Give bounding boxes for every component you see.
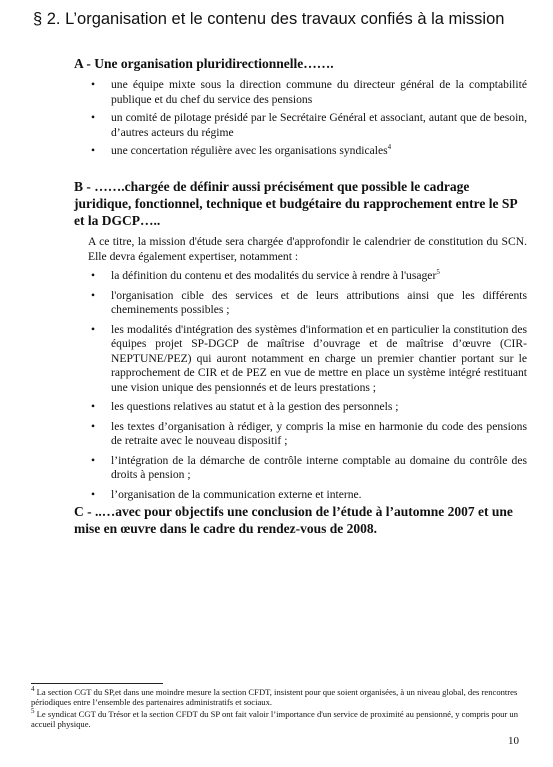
footnote-number: 4 <box>31 685 35 694</box>
bullet-icon: • <box>91 288 96 302</box>
footnote-ref: 4 <box>387 143 392 152</box>
bullet-icon: • <box>91 144 96 157</box>
list-item: • l’organisation de la communication externe et interne. <box>91 487 362 501</box>
list-item: • l’intégration de la démarche de contrôle interne comptable au domaine du contrôle des droits à pension ; <box>91 453 527 481</box>
bullet-icon: • <box>91 269 96 282</box>
section-a-list <box>88 78 527 159</box>
list-item: • l'organisation cible des services et de leurs attributions ainsi que les différents cheminements possibles ; <box>91 288 527 316</box>
list-item: • les textes d’organisation à rédiger, y compris la mise en harmonie du code des pensions de retraite avec le nouveau dispositif ; <box>91 419 527 447</box>
section-b-heading: B - …….chargée de définir aussi précisément que possible le cadrage juridique, fonctionnel, technique et budgétaire du rapprochement entre le SP et la DGCP….. <box>74 179 517 228</box>
footnotes <box>31 687 529 730</box>
list-item: • les modalités d'intégration des systèmes d'information et en particulier la constitution des équipes projet SP-DGCP de maîtrise d’ouvrage et de maîtrise d’œuvre (CIR-NEPTUNE/PEZ) qui auront notamment en charge un premier chantier portant sur le rapprochement de CIR et de PEZ en vue de mettre en place un système intégré restituant une vision unique des pensionnés et de leurs prestations ; <box>91 322 527 394</box>
list-item: • un comité de pilotage présidé par le Secrétaire Général et associant, autant que de besoin, d’autres acteurs du régime <box>91 111 527 139</box>
bullet-icon: • <box>91 487 96 501</box>
section-c <box>74 503 527 537</box>
footnote: $^5$ Le syndicat CGT du Trésor et la section CFDT du SP ont fait valoir l’importance d'un service de proximité au pensionné, y compris pour un accueil physique. <box>31 706 519 729</box>
bullet-icon: • <box>91 111 96 124</box>
list-item: • la définition du contenu et des modalités du service à rendre à l'usager$^5$ <box>91 268 440 282</box>
bullet-icon: • <box>91 322 96 336</box>
footnote-number: 5 <box>31 706 35 715</box>
bullet-icon: • <box>91 400 96 413</box>
list-item: • une équipe mixte sous la direction commune du directeur général de la comptabilité publique et du chef du service des pensions <box>91 78 527 106</box>
section-b-list <box>88 269 527 502</box>
bullet-icon: • <box>91 419 96 433</box>
footnote-ref: 5 <box>436 268 440 277</box>
footnote-separator <box>31 683 163 684</box>
section-b <box>74 178 527 507</box>
page-number: 10 <box>508 735 519 747</box>
list-item: • les questions relatives au statut et à la gestion des personnels ; <box>91 400 399 413</box>
section-title: § 2. L’organisation et le contenu des travaux confiés à la mission <box>33 10 505 28</box>
section-a <box>74 55 527 163</box>
section-c-heading: C - ..…avec pour objectifs une conclusion de l’étude à l’automne 2007 et une mise en œuvre dans le cadre du rendez-vous de 2008. <box>74 504 513 536</box>
section-a-heading: A - Une organisation pluridirectionnelle……. <box>74 56 334 71</box>
bullet-icon: • <box>91 453 96 467</box>
bullet-icon: • <box>91 78 96 91</box>
footnote: $^4$ La section CGT du SP,et dans une moindre mesure la section CFDT, insistent pour que soient organisées, à un niveau global, des rencontres périodiques entre l’ensemble des partenaires administratifs et sociaux. <box>31 685 518 708</box>
list-item: • une concertation régulière avec les organisations syndicales$^4$ <box>91 143 392 157</box>
section-b-intro: A ce titre, la mission d'étude sera chargée d'approfondir le calendrier de constitution du SCN. Elle devra également expertiser, notamment : <box>88 235 527 263</box>
